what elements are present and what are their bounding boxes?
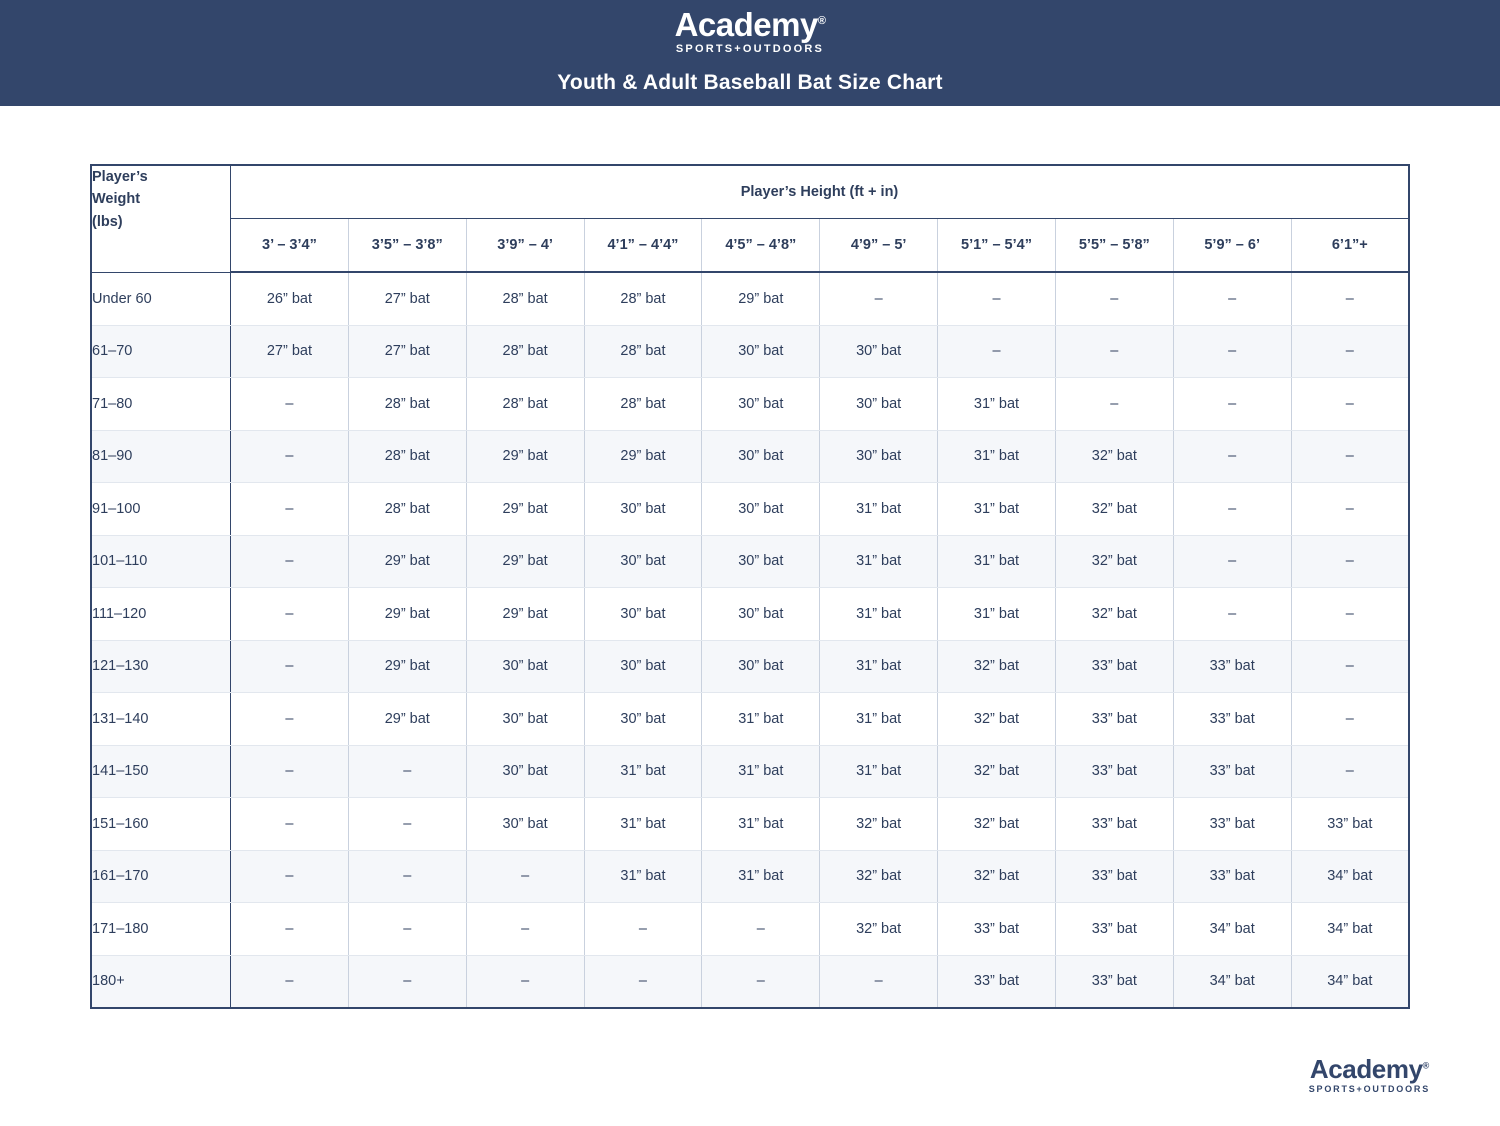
table-row: [91, 430, 1409, 483]
cell: 30” bat: [820, 325, 938, 378]
cell: –: [231, 640, 349, 693]
cell: –: [231, 430, 349, 483]
cell: 29” bat: [348, 588, 466, 641]
table-header-row-columns: [91, 219, 1409, 273]
cell: –: [1173, 325, 1291, 378]
cell: 28” bat: [466, 325, 584, 378]
cell: 31” bat: [702, 693, 820, 746]
table-row: [91, 640, 1409, 693]
table-row: [91, 850, 1409, 903]
row-weight-label: 180+: [91, 955, 231, 1008]
cell: –: [938, 272, 1056, 325]
column-header-4: 4’5” – 4’8”: [702, 219, 820, 273]
cell: 31” bat: [820, 640, 938, 693]
cell: 31” bat: [702, 798, 820, 851]
cell: –: [1173, 430, 1291, 483]
cell: 32” bat: [1055, 535, 1173, 588]
row-weight-label: 141–150: [91, 745, 231, 798]
cell: 30” bat: [702, 640, 820, 693]
cell: –: [1291, 325, 1409, 378]
cell: 27” bat: [348, 272, 466, 325]
cell: 30” bat: [584, 483, 702, 536]
bat-size-chart-container: [90, 164, 1410, 1009]
cell: 33” bat: [1055, 955, 1173, 1008]
cell: 30” bat: [702, 535, 820, 588]
cell: –: [1173, 272, 1291, 325]
cell: –: [348, 955, 466, 1008]
cell: 30” bat: [820, 430, 938, 483]
column-header-7: 5’5” – 5’8”: [1055, 219, 1173, 273]
cell: 29” bat: [466, 535, 584, 588]
cell: –: [231, 798, 349, 851]
cell: 30” bat: [702, 430, 820, 483]
cell: 29” bat: [702, 272, 820, 325]
row-weight-label: 101–110: [91, 535, 231, 588]
cell: 28” bat: [466, 378, 584, 431]
cell: –: [1291, 378, 1409, 431]
cell: –: [1055, 325, 1173, 378]
table-row: [91, 535, 1409, 588]
cell: 32” bat: [1055, 483, 1173, 536]
cell: 30” bat: [702, 483, 820, 536]
cell: 34” bat: [1291, 850, 1409, 903]
cell: –: [1291, 745, 1409, 798]
cell: –: [231, 850, 349, 903]
cell: 31” bat: [584, 798, 702, 851]
row-weight-label: 71–80: [91, 378, 231, 431]
table-body: [91, 272, 1409, 1008]
cell: –: [348, 798, 466, 851]
cell: 30” bat: [702, 325, 820, 378]
cell: 31” bat: [820, 483, 938, 536]
corner-weight-label: [91, 165, 231, 272]
cell: –: [466, 850, 584, 903]
cell: –: [231, 483, 349, 536]
cell: 33” bat: [1055, 745, 1173, 798]
height-group-header: Player’s Height (ft + in): [231, 165, 1410, 219]
cell: –: [584, 955, 702, 1008]
cell: –: [231, 693, 349, 746]
cell: 31” bat: [702, 850, 820, 903]
cell: 31” bat: [820, 588, 938, 641]
cell: 28” bat: [348, 483, 466, 536]
footer-brand-name-text: Academy: [1309, 1054, 1423, 1084]
cell: 29” bat: [466, 430, 584, 483]
footer-brand-tagline: SPORTS+OUTDOORS: [1308, 1084, 1430, 1094]
column-header-0: 3’ – 3’4”: [231, 219, 349, 273]
cell: 30” bat: [466, 640, 584, 693]
cell: 30” bat: [702, 378, 820, 431]
cell: 29” bat: [466, 588, 584, 641]
cell: –: [1173, 378, 1291, 431]
table-row: [91, 272, 1409, 325]
brand-name-text: Academy: [674, 6, 818, 43]
corner-label-line1: Player’s: [92, 169, 148, 185]
cell: 31” bat: [938, 483, 1056, 536]
row-weight-label: 151–160: [91, 798, 231, 851]
row-weight-label: Under 60: [91, 272, 231, 325]
cell: –: [231, 588, 349, 641]
cell: –: [584, 903, 702, 956]
cell: 33” bat: [938, 903, 1056, 956]
table-row: [91, 903, 1409, 956]
academy-logo: [675, 8, 826, 55]
cell: 32” bat: [820, 850, 938, 903]
cell: –: [1173, 588, 1291, 641]
footer-registered-mark-icon: ®: [1422, 1060, 1429, 1071]
column-header-3: 4’1” – 4’4”: [584, 219, 702, 273]
cell: 33” bat: [1173, 850, 1291, 903]
cell: 33” bat: [938, 955, 1056, 1008]
cell: 34” bat: [1173, 955, 1291, 1008]
table-row: [91, 325, 1409, 378]
cell: 33” bat: [1055, 640, 1173, 693]
cell: –: [1291, 272, 1409, 325]
cell: –: [231, 535, 349, 588]
column-header-6: 5’1” – 5’4”: [938, 219, 1056, 273]
cell: –: [231, 955, 349, 1008]
table-header: [91, 165, 1409, 272]
table-row: [91, 483, 1409, 536]
cell: –: [1173, 535, 1291, 588]
cell: –: [702, 903, 820, 956]
cell: 31” bat: [820, 693, 938, 746]
cell: –: [231, 378, 349, 431]
cell: 31” bat: [584, 745, 702, 798]
cell: –: [820, 272, 938, 325]
bat-size-chart-table: [90, 164, 1410, 1009]
cell: 33” bat: [1055, 903, 1173, 956]
row-weight-label: 171–180: [91, 903, 231, 956]
cell: 33” bat: [1173, 640, 1291, 693]
cell: –: [1055, 378, 1173, 431]
row-weight-label: 61–70: [91, 325, 231, 378]
table-row: [91, 378, 1409, 431]
table-row: [91, 693, 1409, 746]
column-header-2: 3’9” – 4’: [466, 219, 584, 273]
cell: 30” bat: [466, 798, 584, 851]
cell: 34” bat: [1291, 955, 1409, 1008]
cell: 30” bat: [584, 535, 702, 588]
cell: 31” bat: [938, 430, 1056, 483]
cell: 28” bat: [584, 378, 702, 431]
cell: 33” bat: [1055, 850, 1173, 903]
cell: 29” bat: [348, 535, 466, 588]
cell: 31” bat: [938, 535, 1056, 588]
cell: –: [1291, 535, 1409, 588]
cell: –: [348, 850, 466, 903]
cell: 32” bat: [938, 693, 1056, 746]
cell: 32” bat: [938, 745, 1056, 798]
row-weight-label: 131–140: [91, 693, 231, 746]
cell: –: [702, 955, 820, 1008]
cell: 28” bat: [584, 325, 702, 378]
cell: –: [1291, 483, 1409, 536]
column-header-5: 4’9” – 5’: [820, 219, 938, 273]
cell: 31” bat: [938, 588, 1056, 641]
cell: 32” bat: [820, 798, 938, 851]
cell: –: [231, 745, 349, 798]
cell: 30” bat: [584, 693, 702, 746]
cell: 33” bat: [1173, 798, 1291, 851]
cell: 33” bat: [1173, 745, 1291, 798]
cell: 28” bat: [348, 430, 466, 483]
row-weight-label: 91–100: [91, 483, 231, 536]
cell: 32” bat: [1055, 588, 1173, 641]
cell: –: [1055, 272, 1173, 325]
cell: 32” bat: [938, 798, 1056, 851]
cell: –: [1291, 693, 1409, 746]
cell: 29” bat: [584, 430, 702, 483]
cell: –: [1291, 588, 1409, 641]
cell: –: [231, 903, 349, 956]
cell: 31” bat: [820, 745, 938, 798]
cell: 29” bat: [348, 693, 466, 746]
row-weight-label: 111–120: [91, 588, 231, 641]
row-weight-label: 161–170: [91, 850, 231, 903]
cell: 27” bat: [348, 325, 466, 378]
cell: –: [938, 325, 1056, 378]
cell: –: [348, 903, 466, 956]
cell: 30” bat: [466, 693, 584, 746]
cell: –: [1291, 640, 1409, 693]
cell: 32” bat: [1055, 430, 1173, 483]
cell: 33” bat: [1055, 693, 1173, 746]
cell: 32” bat: [938, 640, 1056, 693]
table-header-row-group: [91, 165, 1409, 219]
cell: 32” bat: [938, 850, 1056, 903]
cell: –: [1291, 430, 1409, 483]
cell: –: [466, 955, 584, 1008]
cell: 30” bat: [702, 588, 820, 641]
footer-academy-logo: [1309, 1056, 1430, 1094]
table-row: [91, 745, 1409, 798]
footer-brand-name: [1310, 1056, 1429, 1082]
cell: 28” bat: [584, 272, 702, 325]
table-row: [91, 955, 1409, 1008]
cell: 28” bat: [348, 378, 466, 431]
cell: 28” bat: [466, 272, 584, 325]
cell: 29” bat: [466, 483, 584, 536]
page-title: Youth & Adult Baseball Bat Size Chart: [557, 71, 943, 94]
cell: 31” bat: [938, 378, 1056, 431]
registered-mark-icon: ®: [817, 15, 826, 27]
cell: 33” bat: [1173, 693, 1291, 746]
cell: 33” bat: [1055, 798, 1173, 851]
cell: –: [1173, 483, 1291, 536]
brand-name: [675, 8, 826, 41]
column-header-8: 5’9” – 6’: [1173, 219, 1291, 273]
cell: –: [348, 745, 466, 798]
cell: 33” bat: [1291, 798, 1409, 851]
cell: 30” bat: [466, 745, 584, 798]
column-header-1: 3’5” – 3’8”: [348, 219, 466, 273]
cell: 32” bat: [820, 903, 938, 956]
cell: 29” bat: [348, 640, 466, 693]
cell: 31” bat: [584, 850, 702, 903]
brand-tagline: SPORTS+OUTDOORS: [675, 43, 825, 55]
column-header-9: 6’1”+: [1291, 219, 1409, 273]
cell: 31” bat: [820, 535, 938, 588]
cell: 30” bat: [584, 588, 702, 641]
page-header: [0, 0, 1500, 106]
cell: –: [820, 955, 938, 1008]
corner-label-line3: (lbs): [92, 213, 123, 230]
cell: 30” bat: [820, 378, 938, 431]
row-weight-label: 121–130: [91, 640, 231, 693]
corner-label-line2: Weight: [92, 191, 141, 208]
cell: 30” bat: [584, 640, 702, 693]
cell: 34” bat: [1173, 903, 1291, 956]
cell: 34” bat: [1291, 903, 1409, 956]
table-row: [91, 798, 1409, 851]
row-weight-label: 81–90: [91, 430, 231, 483]
cell: 26” bat: [231, 272, 349, 325]
cell: –: [466, 903, 584, 956]
table-row: [91, 588, 1409, 641]
cell: 31” bat: [702, 745, 820, 798]
cell: 27” bat: [231, 325, 349, 378]
